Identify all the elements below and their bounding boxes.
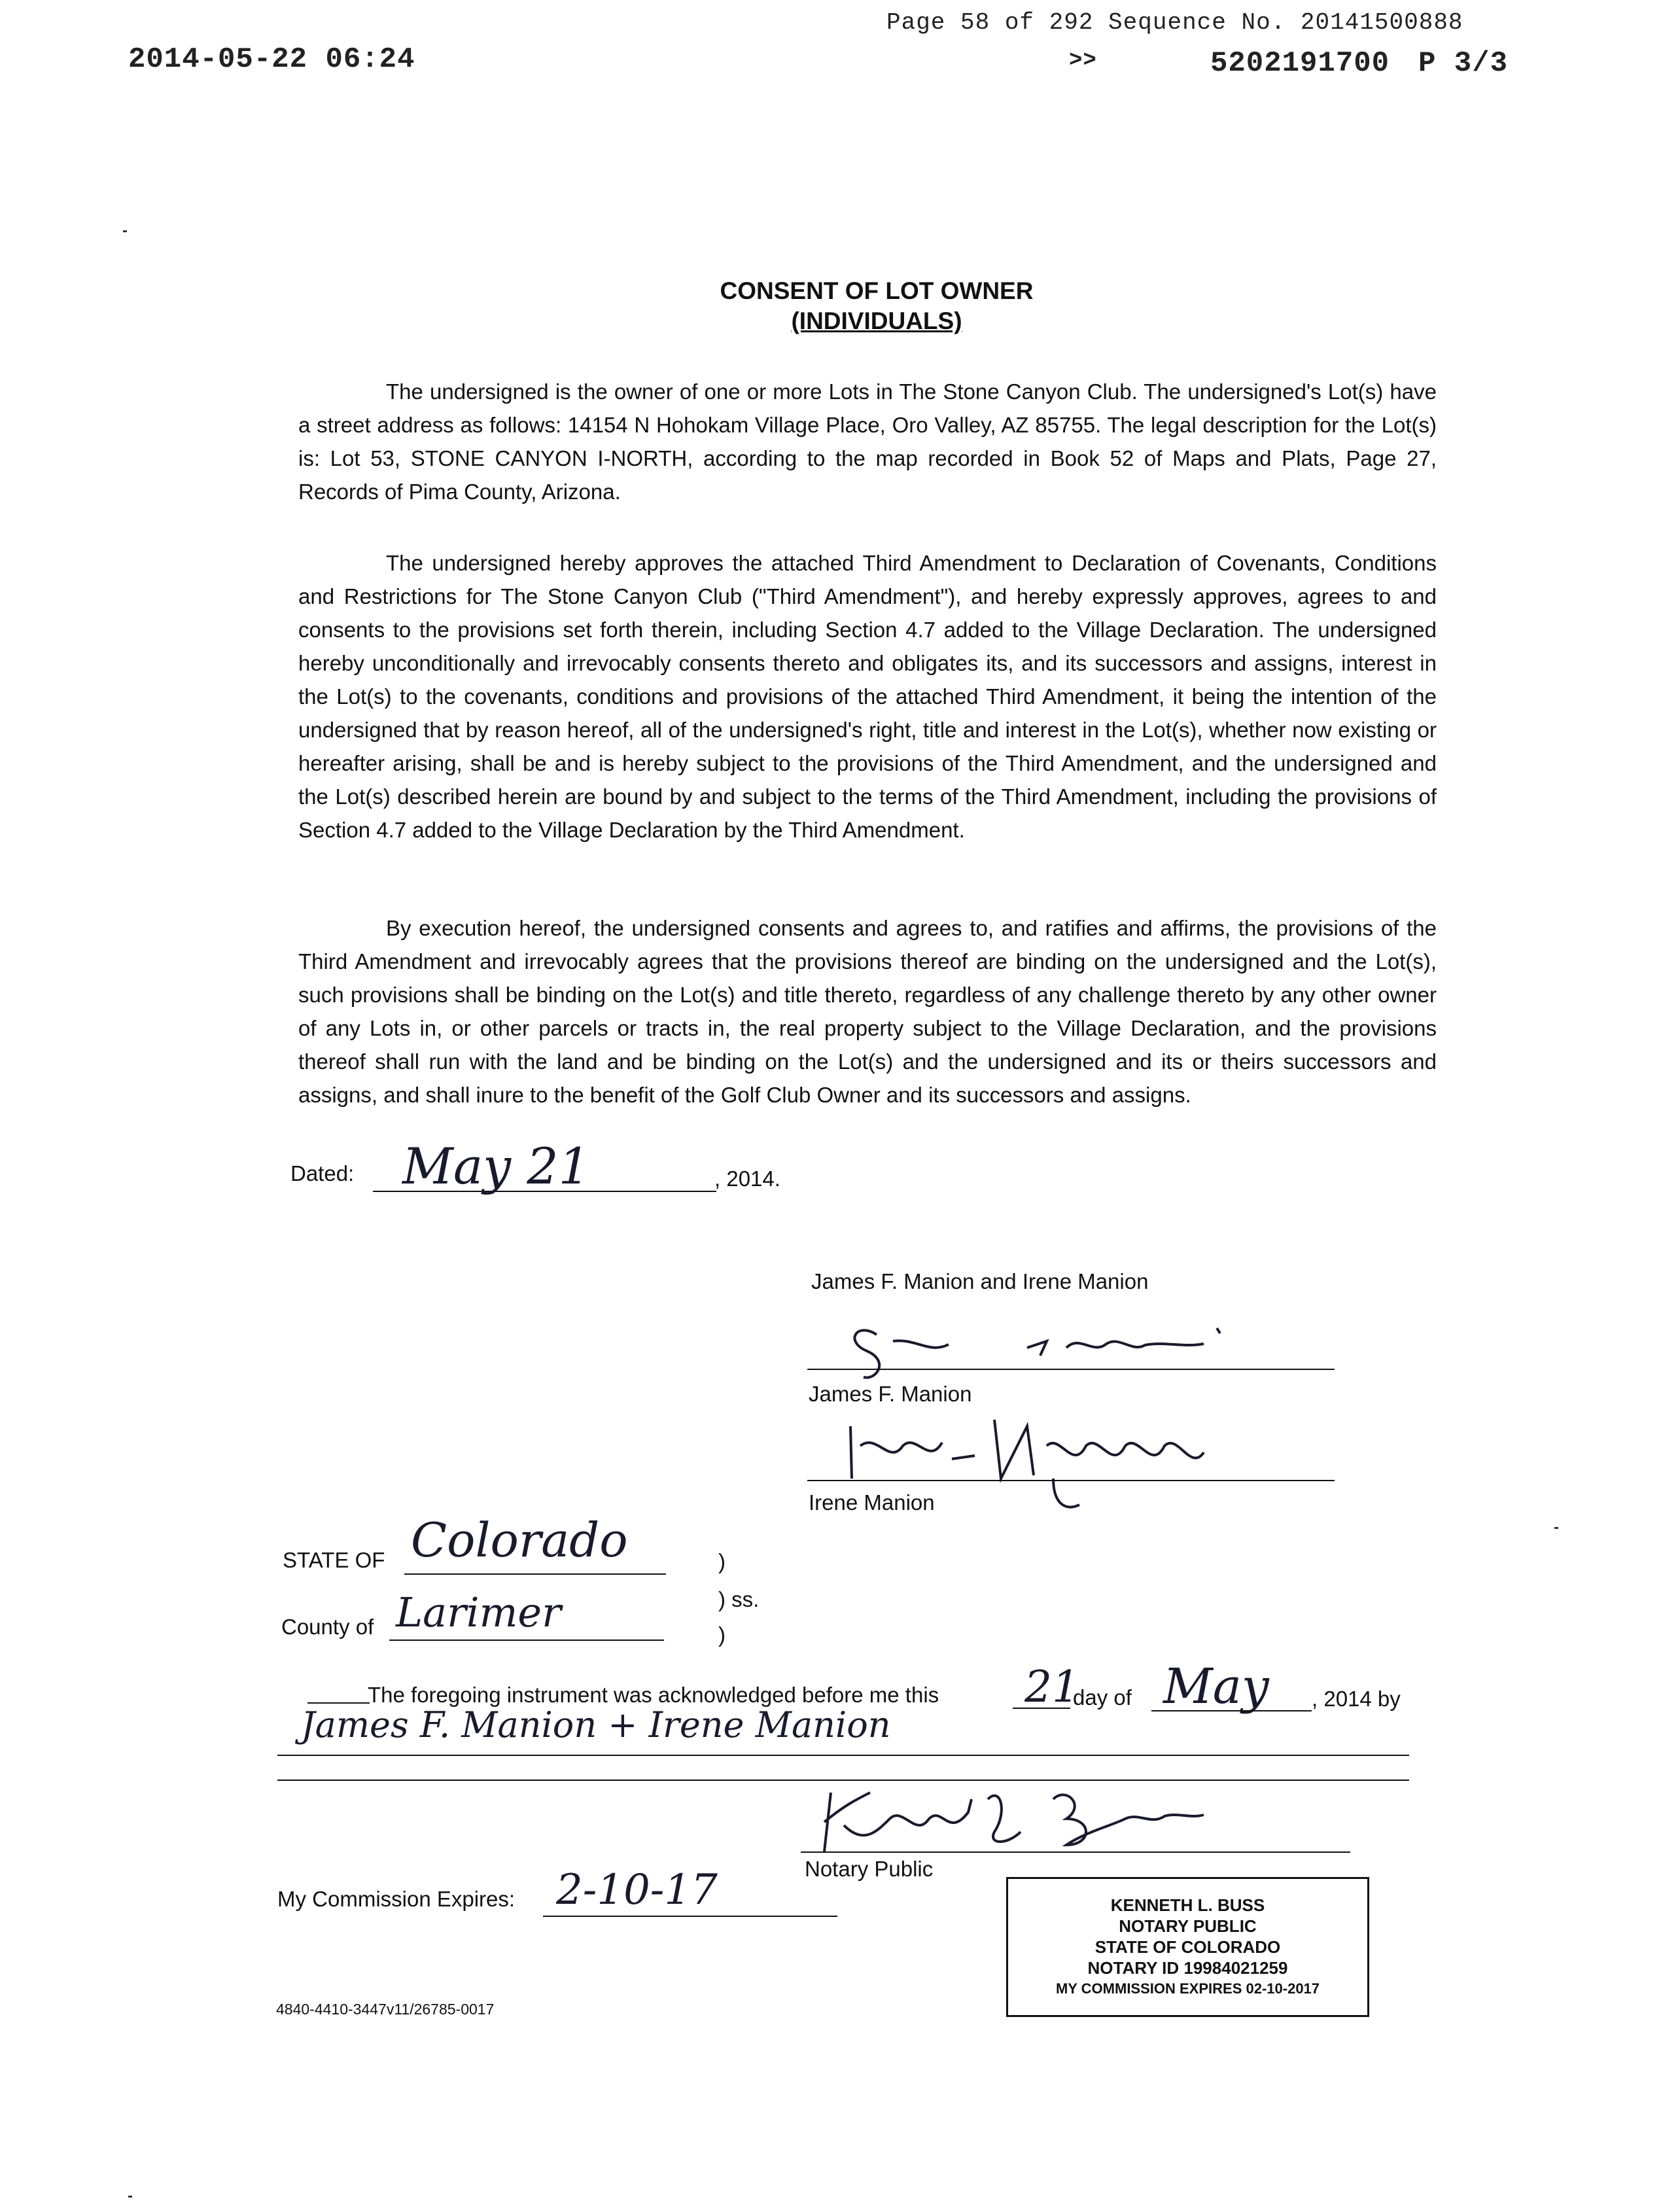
state-label: STATE OF <box>283 1548 385 1572</box>
signer-1-name: James F. Manion <box>809 1382 972 1406</box>
dated-year: , 2014. <box>714 1166 780 1191</box>
signature-james <box>831 1315 1263 1387</box>
notary-line <box>801 1851 1350 1853</box>
county-line <box>389 1640 664 1641</box>
notary-stamp <box>1006 1877 1369 2017</box>
ack-day-handwritten: 21 <box>1024 1662 1079 1712</box>
ack-day-line <box>1013 1708 1070 1709</box>
signature-line-1 <box>807 1369 1335 1370</box>
commission-handwritten: 2-10-17 <box>556 1866 718 1914</box>
signature-line-2 <box>807 1480 1335 1481</box>
paragraph-approval: The undersigned hereby approves the attached Third Amendment to Declaration of Covenants, Conditions and Restrictions for The Stone Canyon Club ("Third Amendment"), and hereby expressly approves, agrees to and consents to the provisions set forth therein, including Section 4.7 added to the Village Declaration. The undersigned hereby unconditionally and irrevocably consents thereto and obligates its, and its successors and assigns, interest in the Lot(s) to the covenants, conditions and provisions of the attached Third Amendment, it being the intention of the undersigned that by reason hereof, all of the undersigned's right, title and interest in the Lot(s), whether now existing or hereafter arising, shall be and is hereby subject to the provisions of the Third Amendment, and the undersigned and the Lot(s) described herein are bound by and subject to the terms of the Third Amendment, including the provisions of Section 4.7 added to the Village Declaration by the Third Amendment. <box>298 551 1437 842</box>
venue-paren-ss: ) ss. <box>718 1587 760 1611</box>
ack-names-handwritten: James F. Manion + Irene Manion <box>301 1704 891 1745</box>
venue-paren-3: ) <box>718 1622 726 1647</box>
notary-label: Notary Public <box>805 1857 934 1881</box>
ack-text: The foregoing instrument was acknowledged before me this <box>368 1683 939 1707</box>
stamp-name: KENNETH L. BUSS <box>1110 1895 1265 1915</box>
fax-page-info: Page 58 of 292 Sequence No. 20141500888 <box>886 9 1463 36</box>
dated-label: Dated: <box>290 1161 355 1185</box>
ack-names-line <box>277 1755 1409 1756</box>
document-title: CONSENT OF LOT OWNER <box>720 277 1034 304</box>
dated-handwritten: May 21 <box>402 1137 590 1195</box>
commission-line <box>543 1916 837 1917</box>
stamp-id: NOTARY ID 19984021259 <box>1087 1958 1288 1978</box>
paragraph-ownership: The undersigned is the owner of one or more Lots in The Stone Canyon Club. The undersigned's Lot(s) have a street address as follows: 14154 N Hohokam Village Place, Oro Valley, AZ 85755. The legal description for the Lot(s) is: Lot 53, STONE CANYON I-NORTH, according to the map recorded in Book 52 of Maps and Plats, Page 27, Records of Pima County, Arizona. <box>298 379 1437 504</box>
state-handwritten: Colorado <box>411 1513 628 1568</box>
ack-leading-line <box>307 1702 370 1704</box>
signer-names: James F. Manion and Irene Manion <box>811 1269 1149 1293</box>
county-handwritten: Larimer <box>396 1588 561 1636</box>
ack-month-handwritten: May <box>1163 1658 1269 1715</box>
fax-page-of: P 3/3 <box>1418 47 1509 80</box>
ack-year: , 2014 by <box>1312 1687 1401 1711</box>
stamp-state: STATE OF COLORADO <box>1094 1937 1281 1957</box>
document-id: 4840-4410-3447v11/26785-0017 <box>276 2001 495 2018</box>
fax-number: 5202191700 <box>1210 47 1390 80</box>
county-label: County of <box>281 1615 374 1639</box>
paragraph-execution: By execution hereof, the undersigned consents and agrees to, and ratifies and affirms, the provisions of the Third Amendment and irrevocably agrees that the provisions thereof are binding on the undersigned and the Lot(s), such provisions shall be binding on the Lot(s) and title thereto, regardless of any challenge thereto by any other owner of any Lots in, or other parcels or tracts in, the real property subject to the Village Declaration, and the provisions thereof shall run with the land and be binding on the Lot(s) and the undersigned and its or theirs successors and assigns, and shall inure to the benefit of the Golf Club Owner and its successors and assigns. <box>298 916 1437 1107</box>
commission-label: My Commission Expires: <box>277 1887 516 1911</box>
scan-speck <box>128 2196 132 2198</box>
document-subtitle: (INDIVIDUALS) <box>791 307 962 334</box>
scan-speck <box>1554 1527 1558 1529</box>
fax-arrows: >> <box>1069 48 1097 73</box>
fax-datetime: 2014-05-22 06:24 <box>128 43 415 76</box>
stamp-title: NOTARY PUBLIC <box>1119 1916 1257 1936</box>
signer-2-name: Irene Manion <box>809 1490 935 1515</box>
venue-paren-1: ) <box>718 1549 726 1573</box>
stamp-expires: MY COMMISSION EXPIRES 02-10-2017 <box>1055 1980 1320 1997</box>
scan-speck <box>123 230 127 232</box>
ack-month-line <box>1151 1710 1312 1711</box>
state-line <box>404 1573 666 1575</box>
ack-day-label: day of <box>1073 1685 1132 1710</box>
